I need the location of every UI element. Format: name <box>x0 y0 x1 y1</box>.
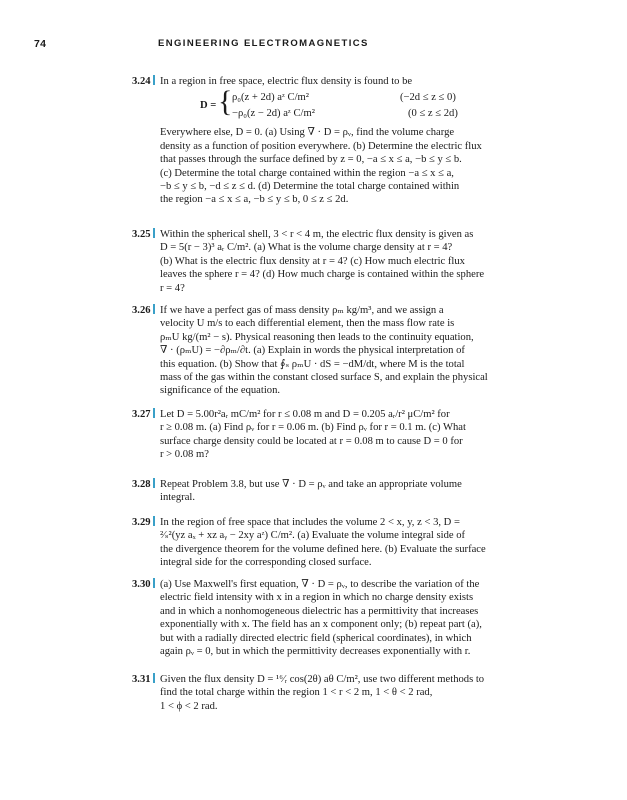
problem-text-line: the region −a ≤ x ≤ a, −b ≤ y ≤ b, 0 ≤ z ≤ 2d. <box>160 194 349 206</box>
problem-text-line: integral side for the corresponding closed surface. <box>160 557 372 569</box>
problem-text-line: If we have a perfect gas of mass density ρₘ kg/m³, and we assign a <box>160 305 444 316</box>
running-title: ENGINEERING ELECTROMAGNETICS <box>158 38 369 49</box>
problem-text-line: In the region of free space that includes the volume 2 < x, y, z < 3, D = <box>160 517 460 528</box>
marker-bar <box>153 578 155 588</box>
marker-bar <box>153 228 155 238</box>
problem-text-line: r > 0.08 m? <box>160 449 209 461</box>
problem-3-30 <box>132 578 580 658</box>
problem-text-line: velocity U m/s to each differential element, then the mass flow rate is <box>160 318 455 330</box>
problem-text-line: (a) Use Maxwell's first equation, ∇ · D = ρᵥ, to describe the variation of the <box>160 579 480 590</box>
problem-number: 3.26 <box>132 304 155 317</box>
page-header <box>34 38 594 52</box>
problem-text-line: this equation. (b) Show that ∮ₛ ρₘU · dS = −dM/dt, where M is the total <box>160 358 465 370</box>
problem-text-line: find the total charge within the region 1 < r < 2 m, 1 < θ < 2 rad, <box>160 687 433 699</box>
problem-text-line: (c) Determine the total charge contained within the region −a ≤ x ≤ a, <box>160 167 454 179</box>
problem-text-line: surface charge density could be located at r = 0.08 m to cause D = 0 for <box>160 435 463 447</box>
problem-text-line: that passes through the surface defined by z = 0, −a ≤ x ≤ a, −b ≤ y ≤ b. <box>160 154 462 166</box>
problem-text-line: electric field intensity with x in a region in which no charge density exists <box>160 592 474 604</box>
equation-condition-1: (−2d ≤ z ≤ 0) <box>400 92 456 104</box>
problem-text-line: (b) What is the electric flux density at r = 4? (c) How much electric flux <box>160 255 465 267</box>
marker-bar <box>153 304 155 314</box>
marker-bar <box>153 478 155 488</box>
problem-number: 3.24 <box>132 75 155 88</box>
problem-text-line: leaves the sphere r = 4? (d) How much charge is contained within the sphere <box>160 269 485 281</box>
problem-text-line: significance of the equation. <box>160 385 281 397</box>
problem-3-24 <box>132 75 580 207</box>
problem-number: 3.29 <box>132 516 155 529</box>
problem-text-line: In a region in free space, electric flux density is found to be <box>160 76 413 87</box>
problem-number: 3.30 <box>132 578 155 591</box>
problem-text-line: but with a radially directed electric field (spherical coordinates), in which <box>160 632 472 644</box>
problem-number: 3.31 <box>132 673 155 686</box>
problem-text-line: integral. <box>160 492 196 504</box>
problem-3-27 <box>132 408 580 462</box>
problem-text-line: Within the spherical shell, 3 < r < 4 m, the electric flux density is given as <box>160 229 474 240</box>
problem-3-28 <box>132 478 580 505</box>
problem-text-line: ²⁄ₛ²(yz aₓ + xz aᵧ − 2xy aᶻ) C/m². (a) Evaluate the volume integral side of <box>160 530 466 542</box>
equation-lhs: D = <box>200 100 217 112</box>
marker-bar <box>153 673 155 683</box>
marker-bar <box>153 75 155 85</box>
problem-3-25 <box>132 228 580 295</box>
equation-row-2: −ρ₀(z − 2d) aᶻ C/m² <box>232 108 315 120</box>
problem-number: 3.27 <box>132 408 155 421</box>
problem-text-line: mass of the gas within the constant closed surface S, and explain the physical <box>160 372 488 384</box>
problem-text-line: ∇ · (ρₘU) = −∂ρₘ/∂t. (a) Explain in words the physical interpretation of <box>160 345 465 357</box>
problem-text-line: Everywhere else, D = 0. (a) Using ∇ · D = ρᵥ, find the volume charge <box>160 127 455 139</box>
equation-condition-2: (0 ≤ z ≤ 2d) <box>408 108 458 120</box>
problem-text-line: Given the flux density D = ¹⁶⁄ᵣ cos(2θ) aθ C/m², use two different methods to <box>160 674 485 685</box>
problem-text-line: −b ≤ y ≤ b, −d ≤ z ≤ d. (d) Determine the total charge contained within <box>160 181 460 193</box>
flux-density-equation <box>160 85 580 122</box>
marker-bar <box>153 408 155 418</box>
problem-3-31 <box>132 673 580 713</box>
problem-3-26 <box>132 304 580 398</box>
page-number: 74 <box>34 38 47 50</box>
problem-number: 3.28 <box>132 478 155 491</box>
problem-3-29 <box>132 516 580 570</box>
problem-text-line: ρₘU kg/(m² − s). Physical reasoning then leads to the continuity equation, <box>160 331 474 343</box>
left-brace: { <box>218 85 233 119</box>
problem-text-line: D = 5(r − 3)³ aᵣ C/m². (a) What is the volume charge density at r = 4? <box>160 242 453 254</box>
problem-text-line: and in which a nonhomogeneous dielectric has a permittivity that increases <box>160 605 479 617</box>
problem-text-line: the divergence theorem for the volume defined here. (b) Evaluate the surface <box>160 543 486 555</box>
problem-text-line: density as a function of position everywhere. (b) Determine the electric flux <box>160 140 482 152</box>
problem-text-line: Let D = 5.00r²aᵣ mC/m² for r ≤ 0.08 m and D = 0.205 aᵣ/r² μC/m² for <box>160 409 450 420</box>
problem-text-line: r ≥ 0.08 m. (a) Find ρᵥ for r = 0.06 m. (b) Find ρᵥ for r = 0.1 m. (c) What <box>160 422 466 434</box>
problem-text-line: r = 4? <box>160 282 185 294</box>
problem-number: 3.25 <box>132 228 155 241</box>
problem-text-line: again ρᵥ = 0, but in which the permittivity decreases exponentially with r. <box>160 646 471 658</box>
problem-text-line: exponentially with x. The field has an x component only; (b) repeat part (a), <box>160 619 482 631</box>
marker-bar <box>153 516 155 526</box>
problem-text-line: Repeat Problem 3.8, but use ∇ · D = ρᵥ and take an appropriate volume <box>160 479 462 490</box>
equation-row-1: ρ₀(z + 2d) aᶻ C/m² <box>232 92 309 104</box>
problem-text-line: 1 < ϕ < 2 rad. <box>160 700 218 712</box>
